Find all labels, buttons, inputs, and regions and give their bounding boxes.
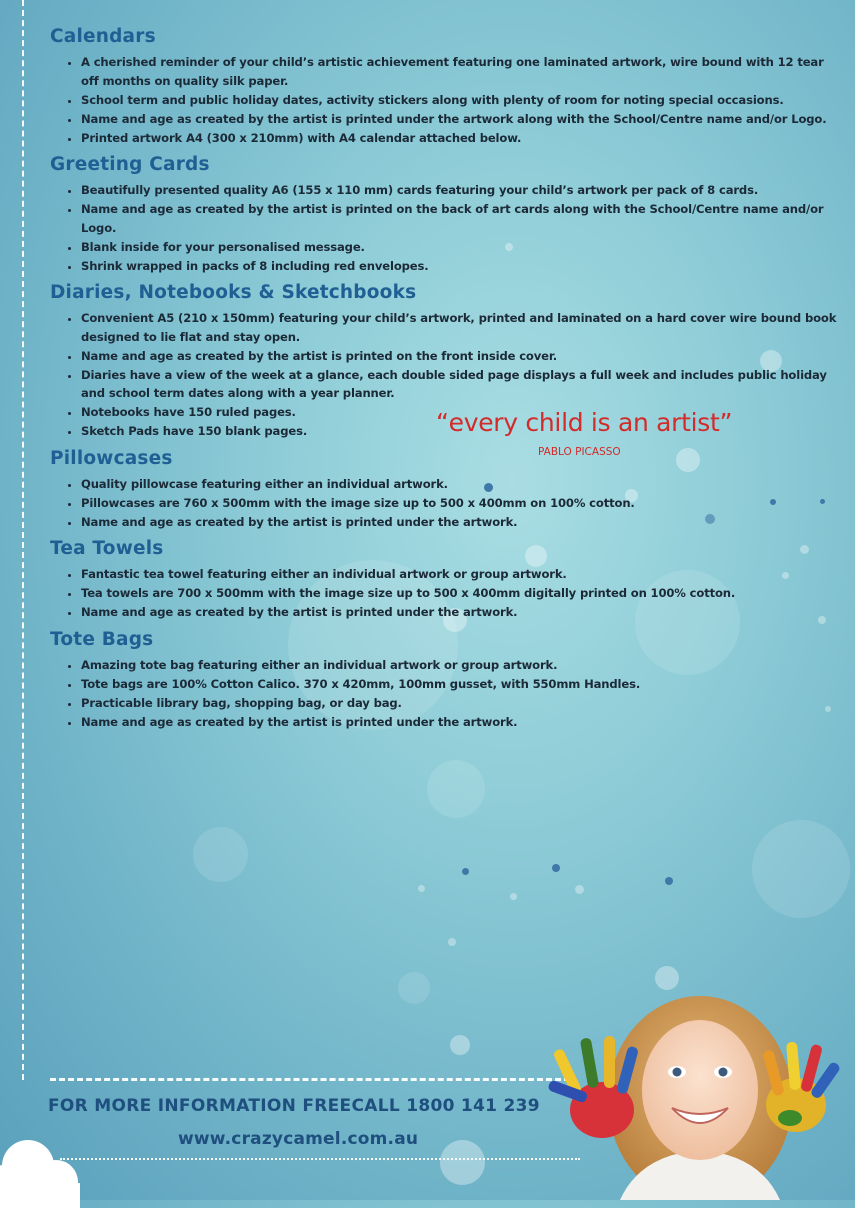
section-tote-bags bbox=[50, 629, 840, 732]
section-heading: Pillowcases bbox=[50, 447, 173, 469]
list-item: • Sketch Pads have 150 blank pages. bbox=[81, 422, 840, 441]
list-item: • Name and age as created by the artist is printed on the front inside cover. bbox=[81, 347, 840, 366]
list-item: • Tea towels are 700 x 500mm with the image size up to 500 x 400mm digitally printed on 100% cotton. bbox=[81, 584, 840, 603]
bokeh-dot bbox=[552, 864, 560, 872]
bokeh-circle bbox=[575, 885, 584, 894]
list-item: • Name and age as created by the artist is printed under the artwork. bbox=[81, 713, 840, 732]
bullet-list bbox=[50, 53, 840, 147]
list-item: • Fantastic tea towel featuring either an individual artwork or group artwork. bbox=[81, 565, 840, 584]
bokeh-circle bbox=[427, 760, 485, 818]
list-item: • Printed artwork A4 (300 x 210mm) with A4 calendar attached below. bbox=[81, 129, 840, 148]
bokeh-circle bbox=[440, 1140, 485, 1185]
list-item: • Shrink wrapped in packs of 8 including red envelopes. bbox=[81, 257, 840, 276]
bokeh-circle bbox=[448, 938, 456, 946]
bokeh-circle bbox=[752, 820, 850, 918]
face-shape bbox=[642, 1020, 758, 1160]
freecall-info: FOR MORE INFORMATION FREECALL 1800 141 239 bbox=[48, 1096, 540, 1116]
list-item: • A cherished reminder of your child’s artistic achievement featuring one laminated artwork, wire bound with 12 tear off months on quality silk paper. bbox=[81, 53, 840, 90]
list-item: • Amazing tote bag featuring either an individual artwork or group artwork. bbox=[81, 656, 840, 675]
section-tea-towels bbox=[50, 538, 840, 622]
list-item: • Blank inside for your personalised message. bbox=[81, 238, 840, 257]
list-item: • Practicable library bag, shopping bag, or day bag. bbox=[81, 694, 840, 713]
list-item: • Beautifully presented quality A6 (155 x 110 mm) cards featuring your child’s artwork per pack of 8 cards. bbox=[81, 181, 840, 200]
bokeh-circle bbox=[193, 827, 248, 882]
section-heading: Greeting Cards bbox=[50, 154, 210, 175]
website-link[interactable]: www.crazycamel.com.au bbox=[178, 1129, 419, 1149]
list-item: • Tote bags are 100% Cotton Calico. 370 x 420mm, 100mm gusset, with 550mm Handles. bbox=[81, 675, 840, 694]
bokeh-circle bbox=[418, 885, 425, 892]
list-item: • Name and age as created by the artist is printed on the back of art cards along with the School/Centre name and/or Logo. bbox=[81, 200, 840, 237]
bokeh-circle bbox=[398, 972, 430, 1004]
list-item: • Name and age as created by the artist is printed under the artwork. bbox=[81, 603, 840, 622]
product-list bbox=[50, 26, 840, 738]
bullet-list bbox=[50, 181, 840, 275]
section-greeting-cards bbox=[50, 154, 840, 275]
list-item: • Pillowcases are 760 x 500mm with the image size up to 500 x 400mm on 100% cotton. bbox=[81, 494, 840, 513]
bokeh-circle bbox=[450, 1035, 470, 1055]
section-heading: Tea Towels bbox=[50, 538, 164, 559]
bullet-list bbox=[50, 565, 840, 622]
list-item: • Name and age as created by the artist is printed under the artwork. bbox=[81, 513, 840, 532]
cloud-icon bbox=[0, 1128, 90, 1208]
child-painted-hands-photo bbox=[540, 990, 855, 1200]
quote-author: PABLO PICASSO bbox=[538, 446, 621, 458]
bokeh-dot bbox=[462, 868, 469, 875]
section-heading: Tote Bags bbox=[50, 628, 154, 650]
section-heading: Calendars bbox=[50, 26, 156, 47]
list-item: • Name and age as created by the artist is printed under the artwork along with the School/Centre name and/or Logo. bbox=[81, 110, 840, 129]
list-item: • Quality pillowcase featuring either an individual artwork. bbox=[81, 475, 840, 494]
bullet-list bbox=[50, 656, 840, 732]
bullet-list bbox=[50, 475, 840, 532]
bokeh-circle bbox=[510, 893, 517, 900]
bokeh-circle bbox=[655, 966, 679, 990]
list-item: • Diaries have a view of the week at a glance, each double sided page displays a full week and includes public holiday and school term dates along with a year planner. bbox=[81, 366, 840, 403]
footer-dashed-divider bbox=[50, 1078, 570, 1081]
left-dashed-border bbox=[22, 0, 24, 1080]
list-item: • Convenient A5 (210 x 150mm) featuring your child’s artwork, printed and laminated on a hard cover wire bound book designed to lie flat and stay open. bbox=[81, 309, 840, 346]
bokeh-dot bbox=[665, 877, 673, 885]
section-heading: Diaries, Notebooks & Sketchbooks bbox=[50, 282, 417, 303]
painted-hand-right bbox=[762, 1042, 841, 1132]
footer-dotted-line bbox=[60, 1158, 580, 1160]
picasso-quote: “every child is an artist” bbox=[436, 408, 733, 437]
list-item: • Notebooks have 150 ruled pages. bbox=[81, 403, 840, 422]
section-calendars bbox=[50, 26, 840, 147]
section-pillowcases bbox=[50, 448, 840, 532]
list-item: • School term and public holiday dates, activity stickers along with plenty of room for noting special occasions. bbox=[81, 91, 840, 110]
